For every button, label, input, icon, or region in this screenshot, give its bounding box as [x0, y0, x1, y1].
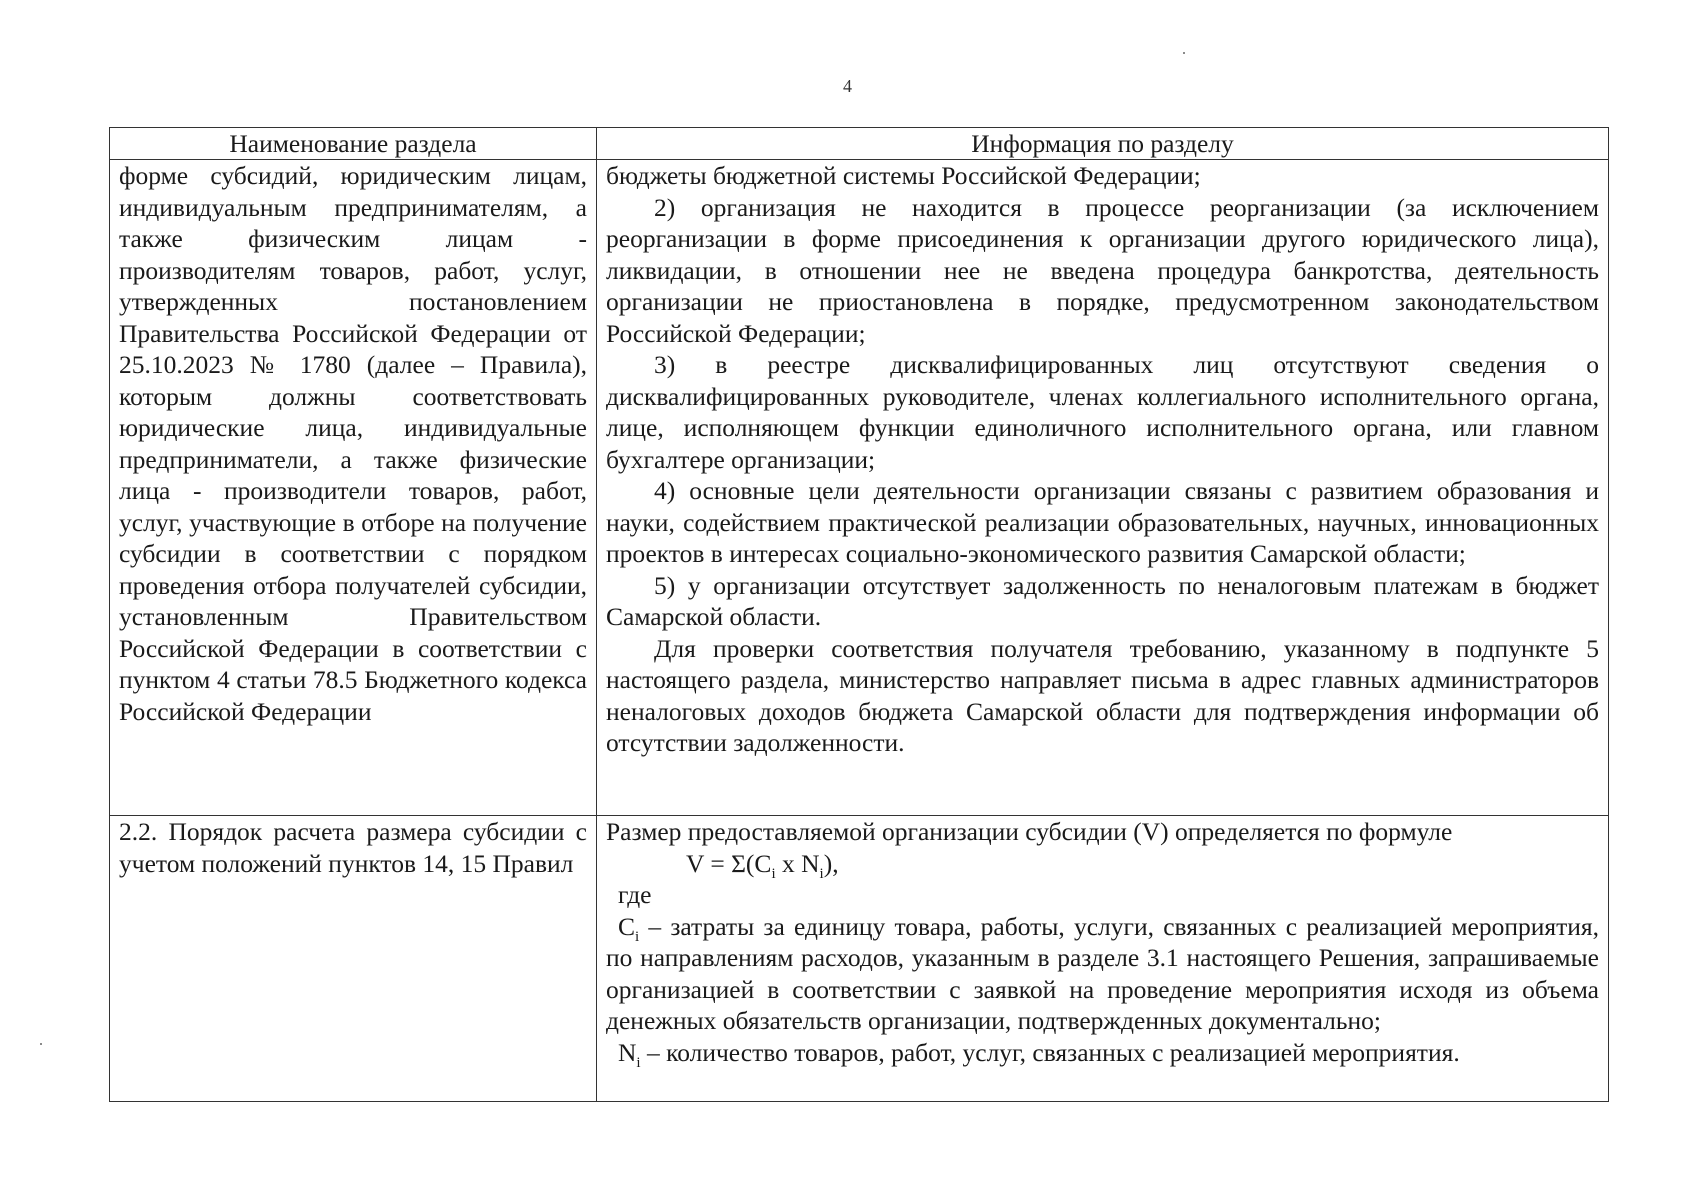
section-name-text: 2.2. Порядок расчета размера субсидии с учетом положений пунктов 14, 15 Правил	[119, 817, 587, 878]
header-section-info: Информация по разделу	[597, 128, 1609, 160]
section-info-cell	[597, 160, 1609, 816]
table-row	[110, 816, 1609, 1102]
info-paragraph: 5) у организации отсутствует задолженность по неналоговым платежам в бюджет Самарской области.	[606, 570, 1599, 631]
section-name-text: форме субсидий, юридическим лицам, индивидуальным предпринимателям, а также физическим лицам - производителям товаров, работ, услуг, утвержденных постановлением Правительства Российской Федерации от 25.10.2023 № 1780 (далее – Правила), которым должны соответствовать юридические лица, индивидуальные предприниматели, а также физические лица - производители товаров, работ, услуг, участвующие в отборе на получение субсидии в соответствии с порядком проведения отбора получателей субсидии, установленным Правительством Российской Федерации в соответствии с пунктом 4 статьи 78.5 Бюджетного кодекса Российской Федерации	[119, 161, 587, 726]
scan-speck	[1183, 52, 1185, 54]
formula-intro: Размер предоставляемой организации субсидии (V) определяется по формуле	[606, 817, 1453, 846]
info-paragraph: бюджеты бюджетной системы Российской Федерации;	[606, 161, 1201, 190]
subsidy-formula: $V = \Sigma(C_i$ x $N_i$),	[686, 848, 839, 882]
definition-ci: $C_i$ – затраты за единицу товара, работы, услуги, связанных с реализацией мероприятия, по направлениям расходов, указанным в разделе 3.1 настоящего Решения, запрашиваемые организацией в соответствии с заявкой на проведение мероприятия исходя из объема денежных обязательств организации, подтвержденных документально;	[606, 911, 1599, 1035]
info-paragraph: 4) основные цели деятельности организации связаны с развитием образования и науки, содействием практической реализации образовательных, научных, инновационных проектов в интересах социально-экономического развития Самарской области;	[606, 476, 1599, 568]
section-name-cell	[110, 816, 597, 1102]
section-name-cell	[110, 160, 597, 816]
section-info-cell	[597, 816, 1609, 1102]
header-section-name: Наименование раздела	[110, 128, 597, 160]
section-info-table	[109, 127, 1609, 1102]
formula-where: где	[618, 880, 652, 909]
table-row	[110, 160, 1609, 816]
info-paragraph: 2) организация не находится в процессе реорганизации (за исключением реорганизации в форме присоединения к организации другого юридического лица), ликвидации, в отношении нее не введена процедура банкротства, деятельность организации не приостановлена в порядке, предусмотренном законодательством Российской Федерации;	[606, 192, 1599, 348]
info-paragraph: Для проверки соответствия получателя требованию, указанному в подпункте 5 настоящего раздела, министерство направляет письма в адрес главных администраторов неналоговых доходов бюджета Самарской области для подтверждения информации об отсутствии задолженности.	[606, 633, 1599, 757]
table-header-row	[110, 128, 1609, 160]
scan-speck	[40, 1043, 42, 1045]
info-paragraph: 3) в реестре дисквалифицированных лиц отсутствуют сведения о дисквалифицированных руководителе, членах коллегиального исполнительного органа, лице, исполняющем функции единоличного исполнительного органа, или главном бухгалтере организации;	[606, 350, 1599, 474]
page-number: 4	[843, 76, 852, 96]
definition-ni: $N_i$ – количество товаров, работ, услуг, связанных с реализацией мероприятия.	[618, 1037, 1460, 1071]
